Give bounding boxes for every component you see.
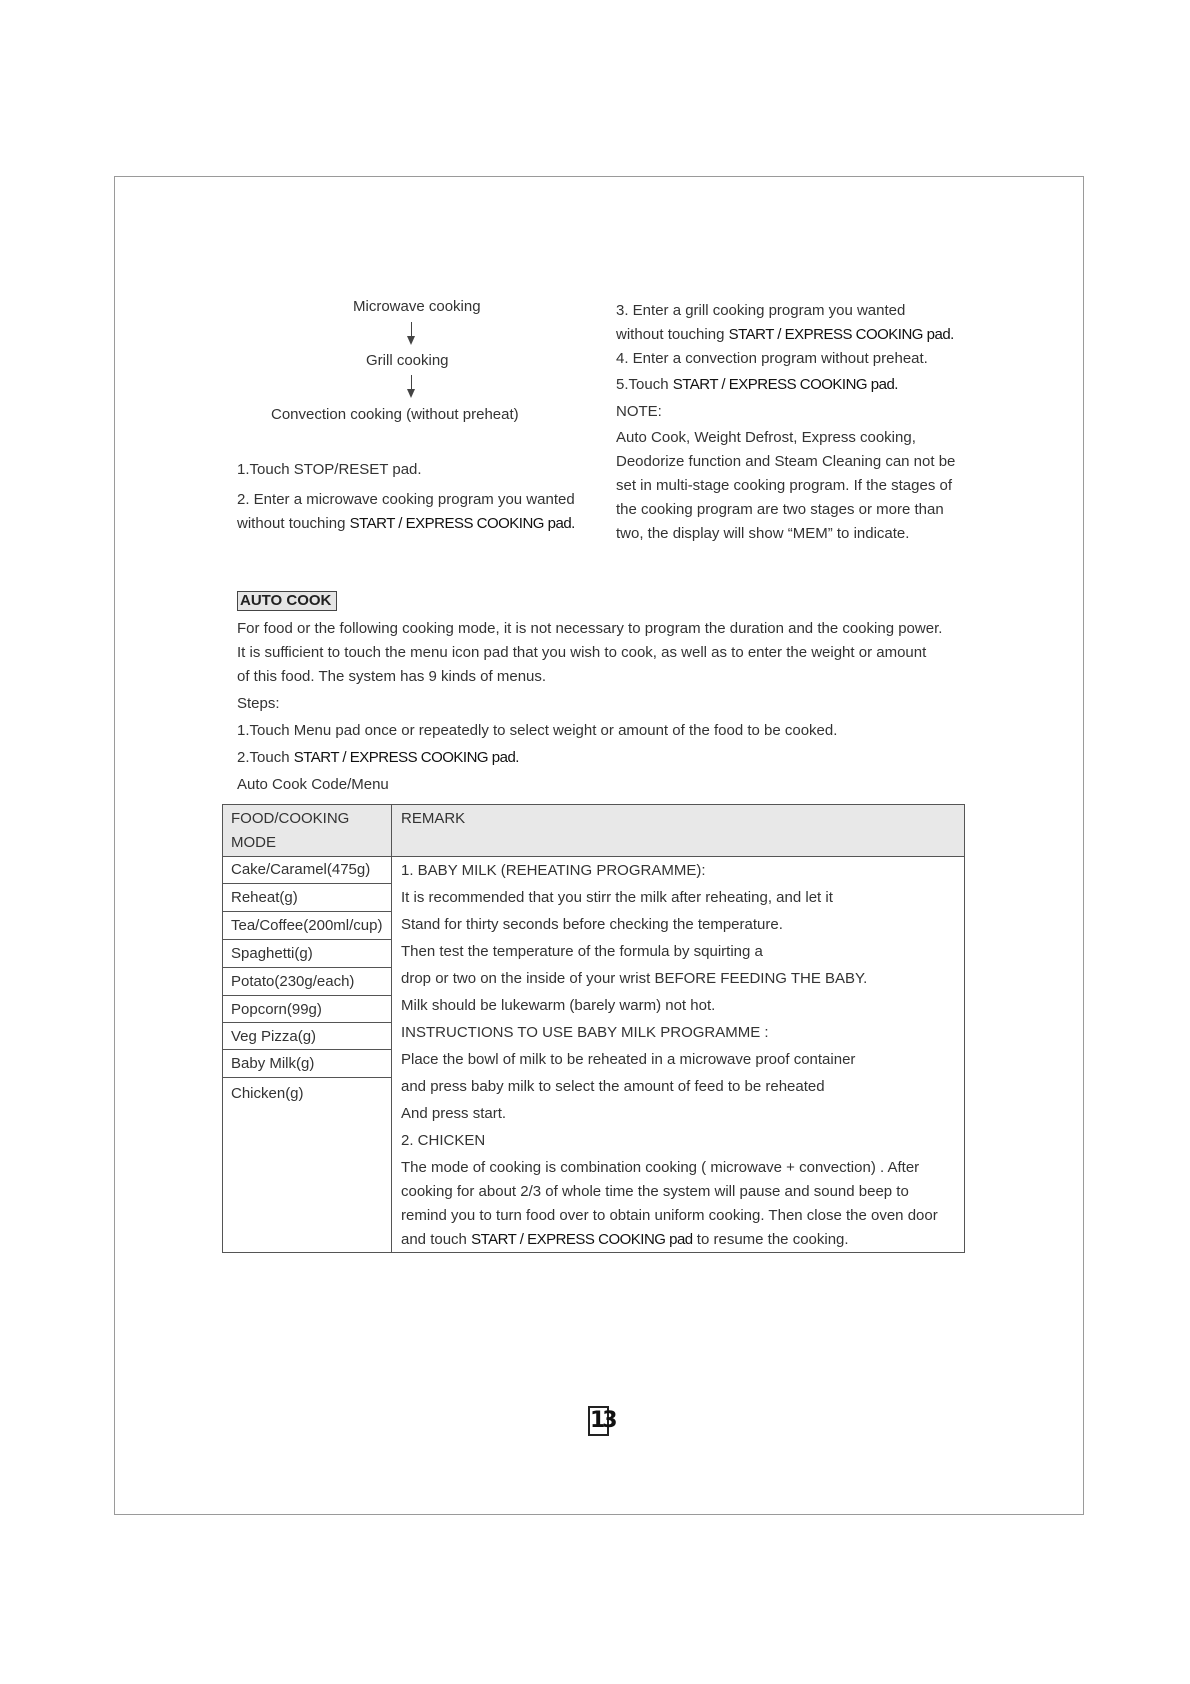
remark-line: and touch START / EXPRESS COOKING pad to resume the cooking. — [401, 1231, 849, 1248]
step-4: 4. Enter a convection program without preheat. — [616, 350, 928, 367]
auto-cook-intro-line: of this food. The system has 9 kinds of menus. — [237, 668, 547, 685]
remark-line: It is recommended that you stirr the milk after reheating, and let it — [401, 889, 833, 906]
remark-line: Stand for thirty seconds before checking the temperature. — [401, 916, 783, 933]
header-food-line2: MODE — [231, 834, 276, 851]
auto-cook-step-1: 1.Touch Menu pad once or repeatedly to select weight or amount of the food to be cooked. — [237, 722, 838, 739]
step-3-line2: without touching START / EXPRESS COOKING pad. — [616, 326, 954, 343]
auto-cook-intro-line: It is sufficient to touch the menu icon pad that you wish to cook, as well as to enter the weight or amount — [237, 644, 927, 661]
steps-label: Steps: — [237, 695, 280, 712]
remark-line: Place the bowl of milk to be reheated in a microwave proof container — [401, 1051, 856, 1068]
auto-cook-heading: AUTO COOK — [237, 591, 337, 611]
food-row: Tea/Coffee(200ml/cup) — [223, 913, 391, 940]
auto-cook-intro-line: For food or the following cooking mode, it is not necessary to program the duration and the cooking power. — [237, 620, 943, 637]
food-row: Spaghetti(g) — [223, 941, 391, 968]
auto-cook-step-2: 2.Touch START / EXPRESS COOKING pad. — [237, 749, 519, 766]
food-row: Potato(230g/each) — [223, 969, 391, 996]
food-row: Veg Pizza(g) — [223, 1024, 391, 1050]
remark-line: INSTRUCTIONS TO USE BABY MILK PROGRAMME : — [401, 1024, 769, 1041]
remark-line: and press baby milk to select the amount of feed to be reheated — [401, 1078, 825, 1095]
note-line: Deodorize function and Steam Cleaning can not be — [616, 453, 956, 470]
food-row: Popcorn(99g) — [223, 997, 391, 1023]
remark-line: The mode of cooking is combination cooking ( microwave + convection) . After — [401, 1159, 920, 1176]
step-1: 1.Touch STOP/RESET pad. — [237, 461, 422, 478]
note-line: the cooking program are two stages or more than — [616, 501, 944, 518]
note-line: set in multi-stage cooking program. If the stages of — [616, 477, 952, 494]
remark-line: cooking for about 2/3 of whole time the system will pause and sound beep to — [401, 1183, 909, 1200]
note-line: two, the display will show “MEM” to indicate. — [616, 525, 910, 542]
flow-step-microwave: Microwave cooking — [353, 298, 481, 315]
step-2-line2: without touching START / EXPRESS COOKING pad. — [237, 515, 575, 532]
remark-line: Milk should be lukewarm (barely warm) not hot. — [401, 997, 716, 1014]
flow-step-convection: Convection cooking (without preheat) — [271, 406, 519, 423]
table-caption: Auto Cook Code/Menu — [237, 776, 389, 793]
page-number: 13 — [588, 1406, 609, 1436]
header-food-line1: FOOD/COOKING — [231, 810, 350, 827]
food-row: Reheat(g) — [223, 885, 391, 912]
header-remark: REMARK — [401, 810, 466, 827]
arrow-down-icon — [407, 336, 415, 345]
remark-line: 2. CHICKEN — [401, 1132, 486, 1149]
food-row: Cake/Caramel(475g) — [223, 857, 391, 884]
arrow-down-icon — [407, 389, 415, 398]
remark-line: drop or two on the inside of your wrist BEFORE FEEDING THE BABY. — [401, 970, 868, 987]
remark-line: Then test the temperature of the formula by squirting a — [401, 943, 763, 960]
step-2-line1: 2. Enter a microwave cooking program you wanted — [237, 491, 575, 508]
food-row: Chicken(g) — [231, 1085, 304, 1102]
note-label: NOTE: — [616, 403, 662, 420]
note-line: Auto Cook, Weight Defrost, Express cooking, — [616, 429, 916, 446]
flow-step-grill: Grill cooking — [366, 352, 449, 369]
remark-line: remind you to turn food over to obtain uniform cooking. Then close the oven door — [401, 1207, 938, 1224]
remark-line: 1. BABY MILK (REHEATING PROGRAMME): — [401, 862, 706, 879]
food-row: Baby Milk(g) — [223, 1051, 391, 1078]
step-5: 5.Touch START / EXPRESS COOKING pad. — [616, 376, 898, 393]
column-divider — [391, 805, 392, 1252]
remark-line: And press start. — [401, 1105, 507, 1122]
step-3-line1: 3. Enter a grill cooking program you wanted — [616, 302, 906, 319]
auto-cook-table — [222, 804, 965, 1253]
